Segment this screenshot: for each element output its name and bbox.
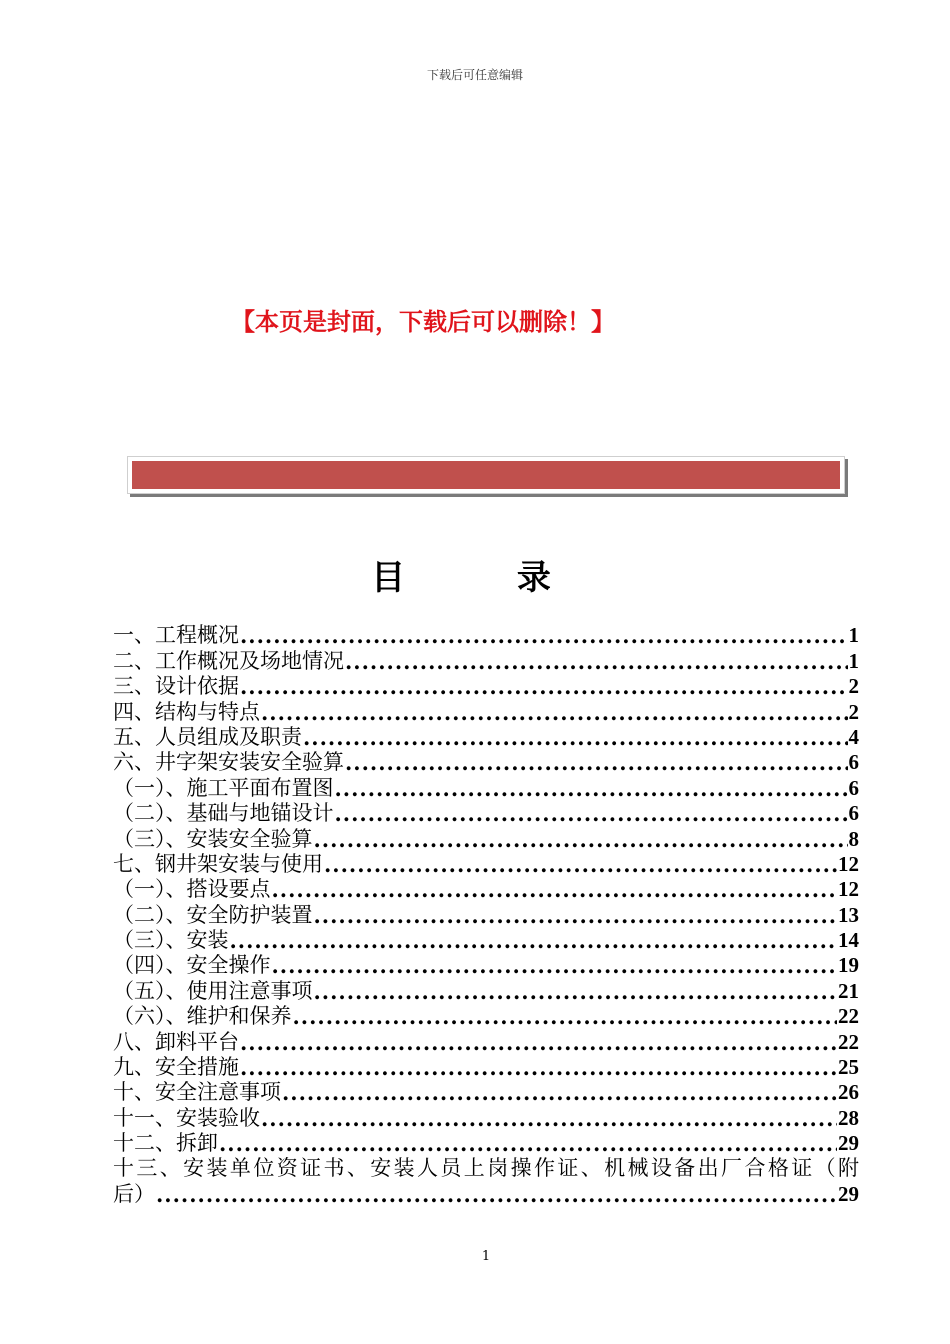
decorative-banner bbox=[127, 456, 845, 494]
toc-item-page: 22 bbox=[838, 1004, 859, 1029]
toc-item-label: （二）、安全防护装置 bbox=[113, 902, 313, 927]
toc-leader-dots bbox=[314, 903, 838, 928]
toc-rows bbox=[113, 623, 859, 1156]
toc-item-label: （六）、维护和保养 bbox=[113, 1004, 292, 1029]
toc-item[interactable] bbox=[113, 852, 859, 877]
toc-item-page: 19 bbox=[838, 953, 859, 978]
toc-item-page: 14 bbox=[838, 928, 859, 953]
toc-item-page: 8 bbox=[848, 826, 859, 851]
toc-leader-dots bbox=[230, 928, 838, 953]
toc-item[interactable] bbox=[113, 953, 859, 978]
toc-leader-dots bbox=[282, 1080, 837, 1105]
toc-leader-dots bbox=[156, 1182, 837, 1207]
toc-item-page: 6 bbox=[848, 750, 859, 775]
toc-item[interactable] bbox=[113, 1080, 859, 1105]
toc-item[interactable] bbox=[113, 699, 859, 724]
toc-leader-dots bbox=[345, 649, 848, 674]
cover-notice: 【本页是封面，下载后可以删除！】 bbox=[231, 307, 615, 336]
toc-item-label: （五）、使用注意事项 bbox=[113, 978, 313, 1003]
toc-item-page: 25 bbox=[838, 1055, 859, 1080]
toc-item-page: 12 bbox=[838, 877, 859, 902]
toc-item[interactable] bbox=[113, 902, 859, 927]
toc-leader-dots bbox=[261, 700, 848, 725]
toc-item-page: 21 bbox=[838, 978, 859, 1003]
toc-item-page: 2 bbox=[848, 699, 859, 724]
toc-item-label: （三）、安装 bbox=[113, 928, 229, 953]
toc-item[interactable] bbox=[113, 928, 859, 953]
toc-leader-dots bbox=[240, 1055, 837, 1080]
toc-item-label: 八、卸料平台 bbox=[113, 1029, 239, 1054]
toc-item-13-page: 29 bbox=[838, 1181, 859, 1206]
toc-item-13-line2 bbox=[113, 1182, 859, 1207]
toc-item-13[interactable] bbox=[113, 1156, 859, 1207]
toc-leader-dots bbox=[324, 852, 837, 877]
toc-item-label: （一）、施工平面布置图 bbox=[113, 775, 334, 800]
toc-item-page: 6 bbox=[848, 775, 859, 800]
toc-leader-dots bbox=[345, 750, 848, 775]
toc-leader-dots bbox=[314, 979, 838, 1004]
toc-item[interactable] bbox=[113, 978, 859, 1003]
toc-item-page: 26 bbox=[838, 1080, 859, 1105]
toc-item-page: 22 bbox=[838, 1029, 859, 1054]
toc-item-label: 十二、拆卸 bbox=[113, 1131, 218, 1156]
toc-item-page: 12 bbox=[838, 851, 859, 876]
toc-item[interactable] bbox=[113, 648, 859, 673]
toc-leader-dots bbox=[240, 674, 848, 699]
toc-leader-dots bbox=[272, 877, 838, 902]
toc-item[interactable] bbox=[113, 623, 859, 648]
toc-item[interactable] bbox=[113, 1004, 859, 1029]
toc-leader-dots bbox=[303, 725, 848, 750]
toc-item[interactable] bbox=[113, 750, 859, 775]
toc-leader-dots bbox=[314, 827, 848, 852]
toc-item-label: 九、安全措施 bbox=[113, 1055, 239, 1080]
toc-leader-dots bbox=[240, 1030, 837, 1055]
toc-item-page: 29 bbox=[838, 1131, 859, 1156]
toc-leader-dots bbox=[261, 1106, 837, 1131]
toc-item-label: 十一、安装验收 bbox=[113, 1105, 260, 1130]
toc-item[interactable] bbox=[113, 674, 859, 699]
toc-item-label: 六、井字架安装安全验算 bbox=[113, 750, 344, 775]
toc-leader-dots bbox=[272, 953, 838, 978]
toc-item[interactable] bbox=[113, 801, 859, 826]
toc-item[interactable] bbox=[113, 877, 859, 902]
toc-item-page: 1 bbox=[848, 623, 859, 648]
toc-item-label: 二、工作概况及场地情况 bbox=[113, 648, 344, 673]
toc-item-label: 七、钢井架安装与使用 bbox=[113, 851, 323, 876]
toc-item-13-label: 后） bbox=[113, 1181, 155, 1206]
toc-leader-dots bbox=[240, 623, 848, 648]
toc-item[interactable] bbox=[113, 1055, 859, 1080]
header-note: 下载后可任意编辑 bbox=[426, 68, 523, 82]
toc-item-page: 13 bbox=[838, 902, 859, 927]
toc-title: 目 录 bbox=[371, 558, 601, 598]
toc-item-page: 6 bbox=[848, 801, 859, 826]
toc-leader-dots bbox=[293, 1004, 838, 1029]
toc-item-page: 2 bbox=[848, 674, 859, 699]
toc-item-page: 1 bbox=[848, 648, 859, 673]
toc-item[interactable] bbox=[113, 826, 859, 851]
banner-fill bbox=[132, 461, 840, 489]
toc-item-page: 4 bbox=[848, 724, 859, 749]
toc-item-13-line1: 十三、安装单位资证书、安装人员上岗操作证、机械设备出厂合格证（附 bbox=[113, 1156, 859, 1181]
toc-item-label: （二）、基础与地锚设计 bbox=[113, 801, 334, 826]
page-number: 1 bbox=[481, 1249, 491, 1264]
toc-item-label: 十、安全注意事项 bbox=[113, 1080, 281, 1105]
toc-item[interactable] bbox=[113, 1105, 859, 1130]
toc-leader-dots bbox=[335, 776, 848, 801]
toc-item[interactable] bbox=[113, 1029, 859, 1054]
table-of-contents bbox=[113, 623, 859, 1207]
toc-item[interactable] bbox=[113, 725, 859, 750]
toc-item-label: 五、人员组成及职责 bbox=[113, 724, 302, 749]
toc-item[interactable] bbox=[113, 775, 859, 800]
toc-leader-dots bbox=[219, 1131, 837, 1156]
toc-item[interactable] bbox=[113, 1131, 859, 1156]
toc-item-label: （三）、安装安全验算 bbox=[113, 826, 313, 851]
toc-leader-dots bbox=[335, 801, 848, 826]
toc-item-label: 三、设计依据 bbox=[113, 674, 239, 699]
toc-item-label: 四、结构与特点 bbox=[113, 699, 260, 724]
toc-item-label: （四）、安全操作 bbox=[113, 953, 271, 978]
toc-item-page: 28 bbox=[838, 1105, 859, 1130]
toc-item-label: 一、工程概况 bbox=[113, 623, 239, 648]
toc-item-label: （一）、搭设要点 bbox=[113, 877, 271, 902]
